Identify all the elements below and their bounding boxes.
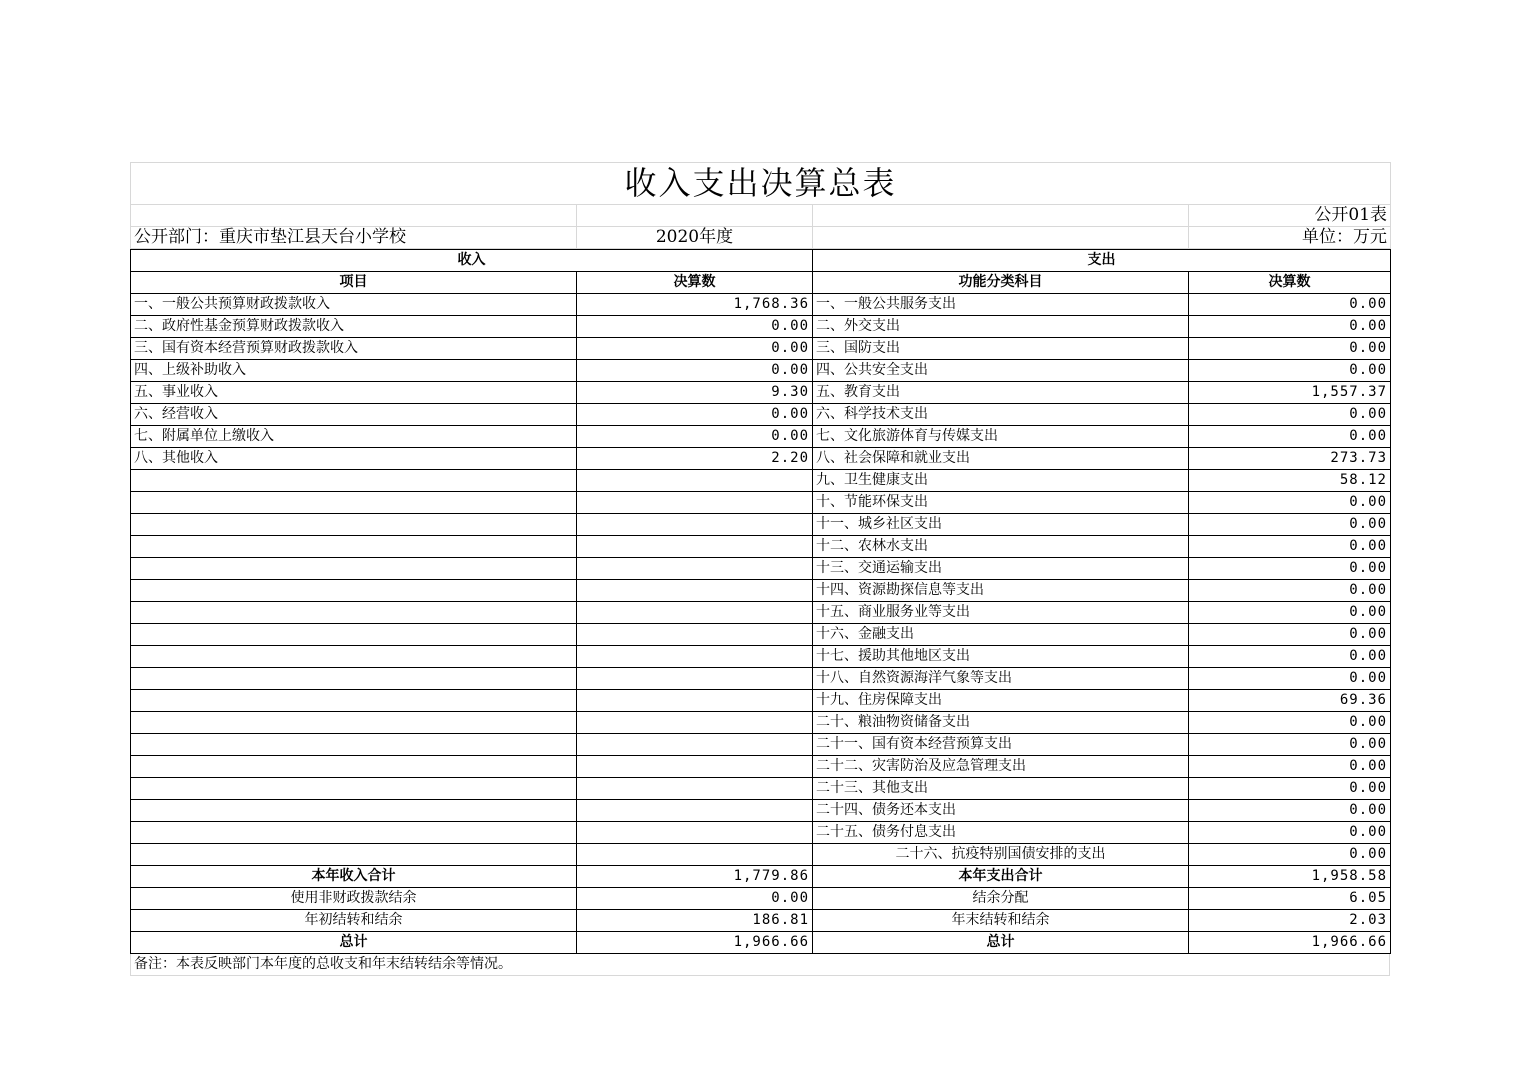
income-item-cell: 五、事业收入 [131, 382, 577, 404]
table-row [131, 382, 1391, 404]
income-item-cell: 八、其他收入 [131, 448, 577, 470]
amount2-column-header: 决算数 [1189, 272, 1391, 294]
income-item-cell [131, 712, 577, 734]
income-item-cell [131, 646, 577, 668]
income-amount-cell [577, 624, 813, 646]
budget-table [130, 249, 1391, 954]
table-row [131, 602, 1391, 624]
income-amount-cell [577, 580, 813, 602]
expense-item-cell: 十九、住房保障支出 [813, 690, 1189, 712]
page-title: 收入支出决算总表 [131, 163, 1391, 205]
income-amount-cell [577, 646, 813, 668]
summary-expense-label: 本年支出合计 [813, 866, 1189, 888]
income-item-cell [131, 800, 577, 822]
expense-amount-cell: 0.00 [1189, 778, 1391, 800]
expense-item-cell: 四、公共安全支出 [813, 360, 1189, 382]
expense-amount-cell: 0.00 [1189, 426, 1391, 448]
expense-amount-cell: 1,557.37 [1189, 382, 1391, 404]
expense-amount-cell: 0.00 [1189, 514, 1391, 536]
table-row [131, 624, 1391, 646]
income-item-cell: 二、政府性基金预算财政拨款收入 [131, 316, 577, 338]
income-item-cell [131, 690, 577, 712]
income-item-cell [131, 624, 577, 646]
income-item-cell [131, 536, 577, 558]
expense-item-cell: 九、卫生健康支出 [813, 470, 1189, 492]
expense-amount-cell: 0.00 [1189, 404, 1391, 426]
summary-income-value: 0.00 [577, 888, 813, 910]
expense-header: 支出 [813, 250, 1391, 272]
table-row [131, 426, 1391, 448]
expense-item-cell: 十六、金融支出 [813, 624, 1189, 646]
income-amount-cell: 0.00 [577, 404, 813, 426]
income-amount-cell: 2.20 [577, 448, 813, 470]
expense-item-cell: 二、外交支出 [813, 316, 1189, 338]
expense-amount-cell: 0.00 [1189, 338, 1391, 360]
expense-item-cell: 十三、交通运输支出 [813, 558, 1189, 580]
expense-item-cell: 二十四、债务还本支出 [813, 800, 1189, 822]
summary-expense-label: 结余分配 [813, 888, 1189, 910]
income-amount-cell [577, 800, 813, 822]
income-item-cell [131, 734, 577, 756]
income-amount-cell: 0.00 [577, 338, 813, 360]
footnote: 备注：本表反映部门本年度的总收支和年末结转结余等情况。 [131, 954, 1390, 976]
report-sheet [130, 162, 1390, 976]
unit-label: 单位：万元 [1189, 227, 1391, 249]
expense-item-cell: 八、社会保障和就业支出 [813, 448, 1189, 470]
expense-item-cell: 十五、商业服务业等支出 [813, 602, 1189, 624]
expense-item-cell: 十一、城乡社区支出 [813, 514, 1189, 536]
income-amount-cell [577, 822, 813, 844]
table-row [131, 514, 1391, 536]
amount-column-header: 决算数 [577, 272, 813, 294]
income-item-cell [131, 580, 577, 602]
table-row [131, 448, 1391, 470]
income-amount-cell: 0.00 [577, 360, 813, 382]
expense-item-cell: 二十二、灾害防治及应急管理支出 [813, 756, 1189, 778]
expense-amount-cell: 0.00 [1189, 602, 1391, 624]
income-item-cell: 四、上级补助收入 [131, 360, 577, 382]
table-row [131, 492, 1391, 514]
expense-amount-cell: 58.12 [1189, 470, 1391, 492]
summary-row [131, 888, 1391, 910]
table-row [131, 580, 1391, 602]
function-subject-column-header: 功能分类科目 [813, 272, 1189, 294]
income-amount-cell: 9.30 [577, 382, 813, 404]
income-item-cell [131, 844, 577, 866]
expense-amount-cell: 0.00 [1189, 844, 1391, 866]
table-row [131, 646, 1391, 668]
income-amount-cell [577, 558, 813, 580]
expense-amount-cell: 0.00 [1189, 580, 1391, 602]
expense-item-cell: 六、科学技术支出 [813, 404, 1189, 426]
summary-income-label: 本年收入合计 [131, 866, 577, 888]
income-amount-cell [577, 492, 813, 514]
expense-item-cell: 二十六、抗疫特别国债安排的支出 [813, 844, 1189, 866]
expense-amount-cell: 0.00 [1189, 668, 1391, 690]
table-row [131, 536, 1391, 558]
table-row [131, 712, 1391, 734]
summary-income-value: 186.81 [577, 910, 813, 932]
expense-amount-cell: 0.00 [1189, 316, 1391, 338]
expense-amount-cell: 0.00 [1189, 624, 1391, 646]
income-amount-cell: 0.00 [577, 316, 813, 338]
income-item-cell [131, 668, 577, 690]
table-row [131, 360, 1391, 382]
income-item-cell: 三、国有资本经营预算财政拨款收入 [131, 338, 577, 360]
income-item-cell [131, 778, 577, 800]
expense-item-cell: 十、节能环保支出 [813, 492, 1189, 514]
table-row [131, 470, 1391, 492]
year-label: 2020年度 [577, 227, 813, 249]
income-item-cell: 七、附属单位上缴收入 [131, 426, 577, 448]
table-row [131, 690, 1391, 712]
expense-item-cell: 一、一般公共服务支出 [813, 294, 1189, 316]
table-row [131, 800, 1391, 822]
income-item-cell: 一、一般公共预算财政拨款收入 [131, 294, 577, 316]
expense-item-cell: 十二、农林水支出 [813, 536, 1189, 558]
income-item-cell [131, 756, 577, 778]
summary-expense-value: 1,958.58 [1189, 866, 1391, 888]
table-row [131, 404, 1391, 426]
table-row [131, 844, 1391, 866]
table-row [131, 294, 1391, 316]
summary-expense-label: 年末结转和结余 [813, 910, 1189, 932]
summary-income-label: 年初结转和结余 [131, 910, 577, 932]
summary-income-label: 使用非财政拨款结余 [131, 888, 577, 910]
expense-item-cell: 二十一、国有资本经营预算支出 [813, 734, 1189, 756]
table-row [131, 668, 1391, 690]
income-item-cell [131, 822, 577, 844]
expense-amount-cell: 0.00 [1189, 360, 1391, 382]
income-amount-cell [577, 844, 813, 866]
income-item-cell: 六、经营收入 [131, 404, 577, 426]
expense-amount-cell: 0.00 [1189, 492, 1391, 514]
income-amount-cell [577, 668, 813, 690]
income-amount-cell [577, 756, 813, 778]
income-amount-cell [577, 470, 813, 492]
income-amount-cell [577, 734, 813, 756]
income-item-cell [131, 492, 577, 514]
table-row [131, 734, 1391, 756]
expense-amount-cell: 273.73 [1189, 448, 1391, 470]
expense-amount-cell: 69.36 [1189, 690, 1391, 712]
expense-item-cell: 三、国防支出 [813, 338, 1189, 360]
income-amount-cell: 1,768.36 [577, 294, 813, 316]
income-amount-cell [577, 536, 813, 558]
summary-row [131, 866, 1391, 888]
expense-amount-cell: 0.00 [1189, 800, 1391, 822]
summary-expense-value: 6.05 [1189, 888, 1391, 910]
summary-expense-value: 1,966.66 [1189, 932, 1391, 954]
income-amount-cell [577, 514, 813, 536]
expense-amount-cell: 0.00 [1189, 536, 1391, 558]
income-item-cell [131, 602, 577, 624]
expense-item-cell: 七、文化旅游体育与传媒支出 [813, 426, 1189, 448]
expense-item-cell: 十八、自然资源海洋气象等支出 [813, 668, 1189, 690]
income-item-cell [131, 514, 577, 536]
expense-amount-cell: 0.00 [1189, 734, 1391, 756]
header-table [130, 162, 1391, 249]
item-column-header: 项目 [131, 272, 577, 294]
expense-item-cell: 二十五、债务付息支出 [813, 822, 1189, 844]
expense-amount-cell: 0.00 [1189, 822, 1391, 844]
income-amount-cell [577, 712, 813, 734]
table-row [131, 778, 1391, 800]
income-item-cell [131, 470, 577, 492]
expense-amount-cell: 0.00 [1189, 756, 1391, 778]
summary-expense-label: 总计 [813, 932, 1189, 954]
income-amount-cell [577, 778, 813, 800]
table-row [131, 316, 1391, 338]
expense-item-cell: 五、教育支出 [813, 382, 1189, 404]
expense-amount-cell: 0.00 [1189, 646, 1391, 668]
summary-income-value: 1,779.86 [577, 866, 813, 888]
summary-income-label: 总计 [131, 932, 577, 954]
expense-amount-cell: 0.00 [1189, 712, 1391, 734]
summary-row [131, 932, 1391, 954]
department-label: 公开部门：重庆市垫江县天台小学校 [131, 227, 577, 249]
expense-item-cell: 十四、资源勘探信息等支出 [813, 580, 1189, 602]
income-header: 收入 [131, 250, 813, 272]
income-amount-cell [577, 690, 813, 712]
note-table [130, 954, 1390, 976]
expense-amount-cell: 0.00 [1189, 294, 1391, 316]
table-code: 公开01表 [1189, 205, 1391, 227]
table-row [131, 822, 1391, 844]
income-item-cell [131, 558, 577, 580]
expense-item-cell: 二十三、其他支出 [813, 778, 1189, 800]
summary-income-value: 1,966.66 [577, 932, 813, 954]
table-row [131, 756, 1391, 778]
summary-row [131, 910, 1391, 932]
table-row [131, 338, 1391, 360]
income-amount-cell [577, 602, 813, 624]
summary-expense-value: 2.03 [1189, 910, 1391, 932]
expense-item-cell: 十七、援助其他地区支出 [813, 646, 1189, 668]
expense-amount-cell: 0.00 [1189, 558, 1391, 580]
table-row [131, 558, 1391, 580]
income-amount-cell: 0.00 [577, 426, 813, 448]
expense-item-cell: 二十、粮油物资储备支出 [813, 712, 1189, 734]
